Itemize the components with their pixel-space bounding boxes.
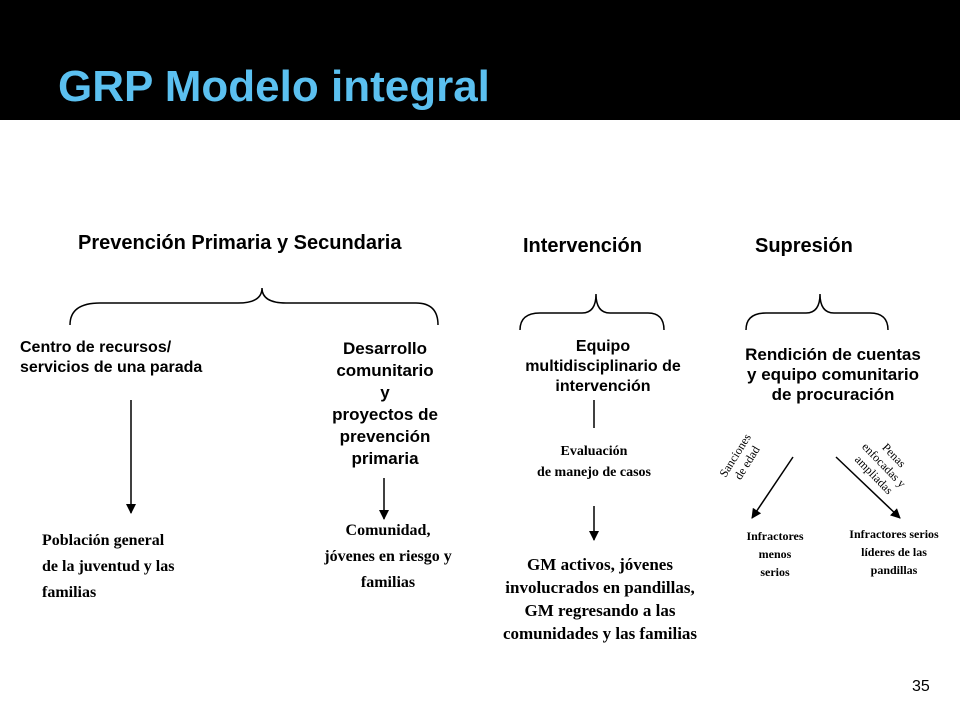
page-number: 35 [912, 678, 930, 695]
node-case-assessment: Evaluación de manejo de casos [537, 444, 651, 480]
node-community-youth: Comunidad, jóvenes en riesgo y familias [324, 522, 452, 591]
slide-title: GRP Modelo integral [58, 62, 490, 111]
node-multidisciplinary-team: Equipo multidisciplinario de intervención [525, 338, 681, 395]
node-general-population: Población general de la juventud y las familias [42, 532, 175, 601]
node-gang-members: GM activos, jóvenes involucrados en pandillas, GM regresando a las comunidades y las familias [502, 555, 698, 643]
brace-intervention [520, 294, 664, 330]
arrow-minor-offenders [752, 457, 793, 518]
header-suppression: Supresión [755, 235, 853, 257]
brace-suppression [746, 294, 888, 330]
brace-prevention [70, 288, 438, 325]
label-focused-penalties: Penas enfocadas y ampliadas [851, 439, 909, 498]
header-prevention: Prevención Primaria y Secundaria [78, 232, 402, 254]
header-intervention: Intervención [523, 235, 642, 257]
node-community-development: Desarrollo comunitario y proyectos de prevención primaria [332, 339, 438, 468]
node-serious-offenders: Infractores serios líderes de las pandillas [849, 527, 939, 577]
label-age-sanctions: Sanciones de edad [716, 430, 763, 483]
node-one-stop-center: Centro de recursos/ servicios de una parada [20, 339, 203, 376]
node-minor-offenders: Infractores menos serios [746, 529, 804, 579]
node-accountability-team: Rendición de cuentas y equipo comunitario de procuración [745, 345, 921, 404]
